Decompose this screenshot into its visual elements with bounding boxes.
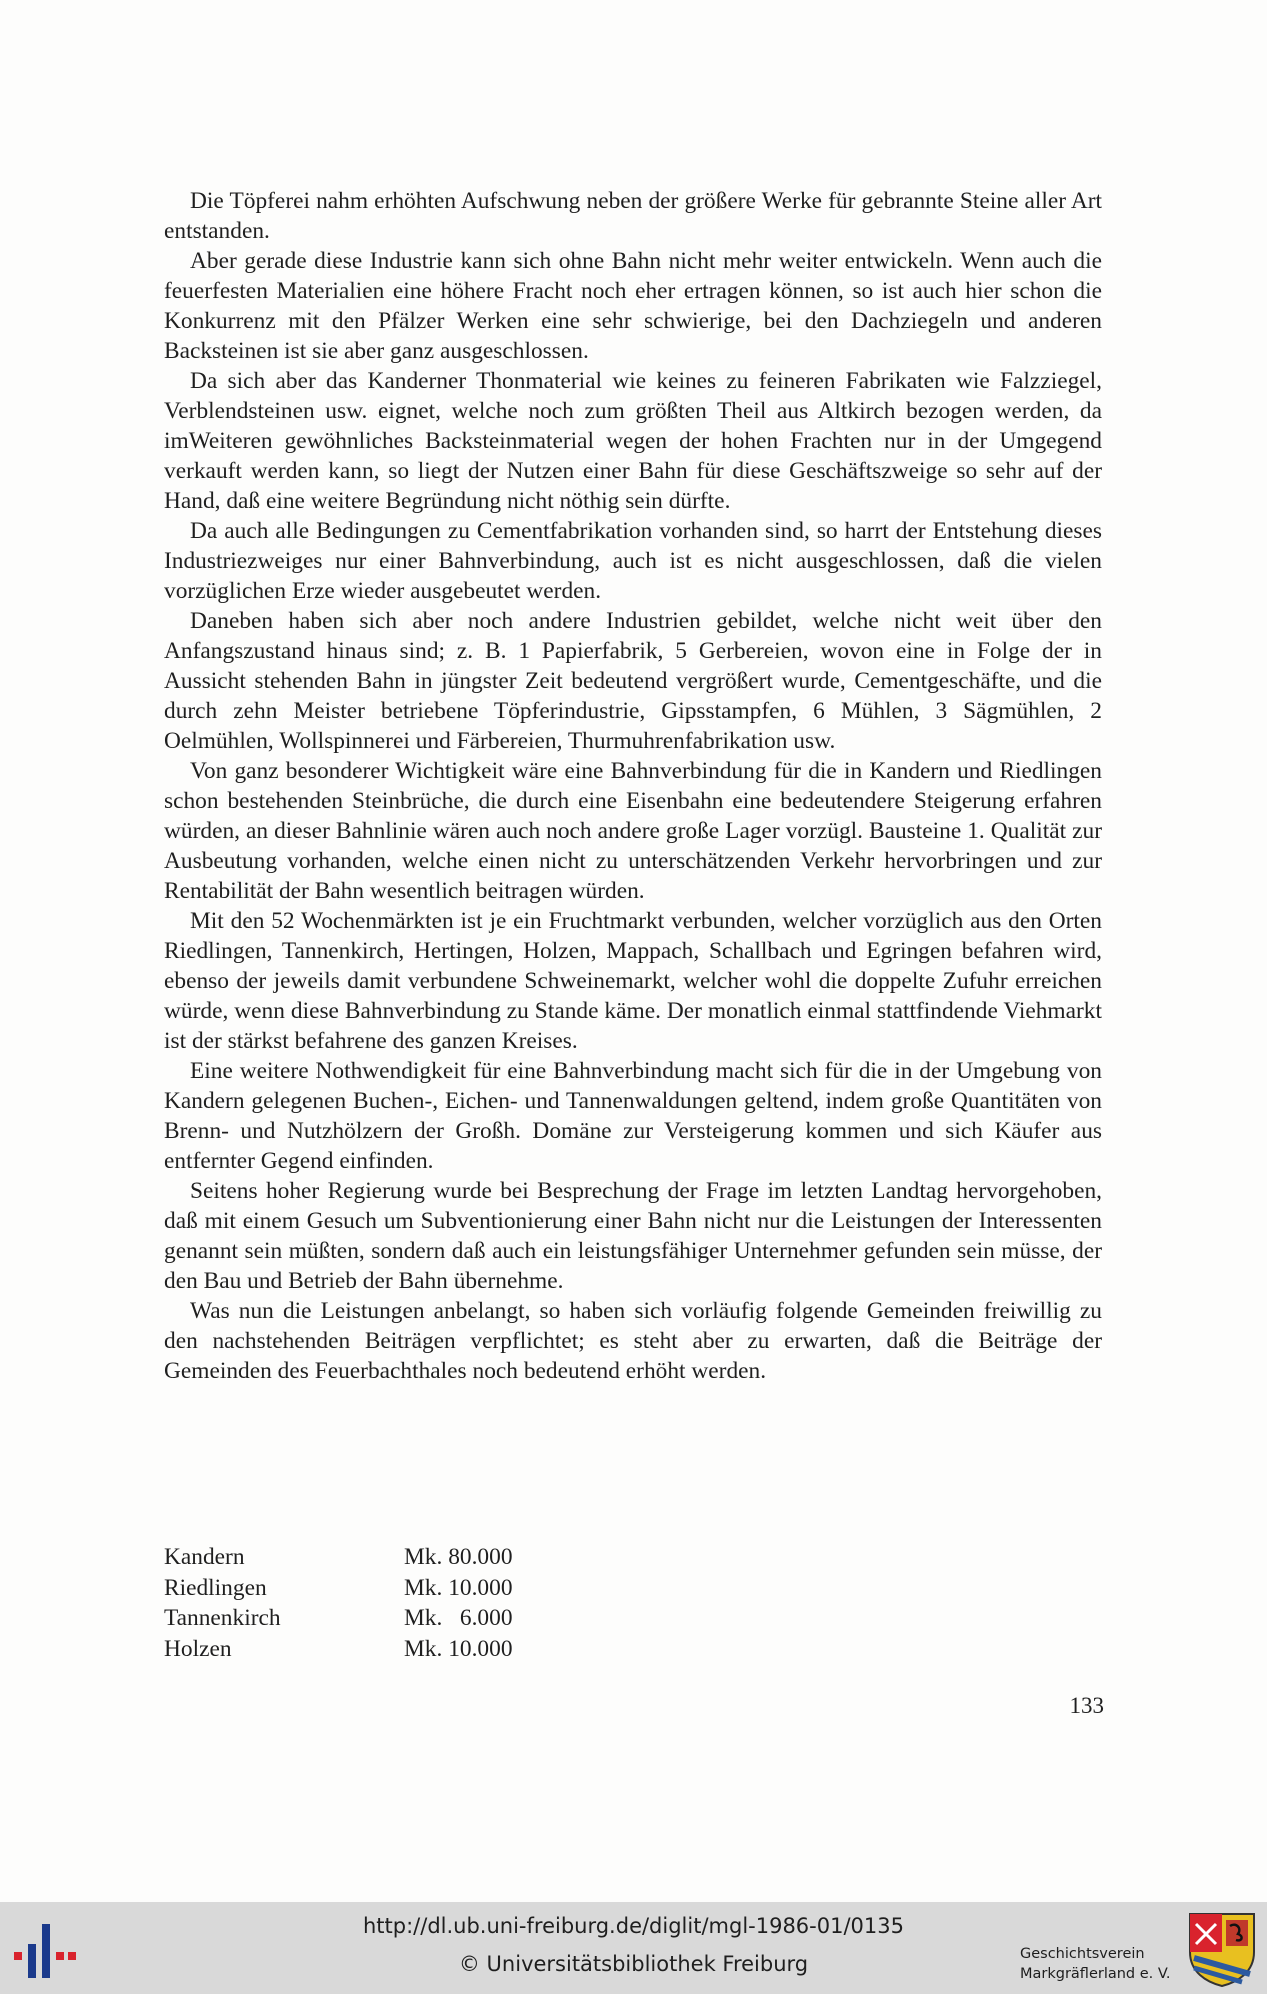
paragraph: Seitens hoher Regierung wurde bei Besprechung der Frage im letzten Landtag hervorgehoben, daß mit einem Gesuch um Subventionierung einer Bahn nicht nur die Leistungen der Interessenten genannt sein müßten, sondern daß auch ein leistungsfähiger Unternehmer gefunden sein müsse, der den Bau und Betrieb der Bahn übernehme. <box>164 1178 1102 1294</box>
table-row <box>164 1603 513 1634</box>
copyright-text: © Universitätsbibliothek Freiburg <box>458 1952 809 1976</box>
coat-of-arms-icon <box>1188 1912 1256 1988</box>
library-footer <box>0 1902 1267 1994</box>
place-name: Tannenkirch <box>164 1605 281 1631</box>
society-name-line: Markgräflerland e. V. <box>1020 1966 1171 1982</box>
table-row <box>164 1542 513 1573</box>
society-name <box>1020 1944 1171 1984</box>
paragraph: Aber gerade diese Industrie kann sich ohne Bahn nicht mehr weiter entwickeln. Wenn auch die feuerfesten Materialien eine höhere Fracht noch eher ertragen können, so ist auch hier schon die Konkurrenz mit den Pfälzer Werken eine sehr schwierige, bei den Dachziegeln und anderen Backsteinen ist sie aber ganz ausgeschlossen. <box>164 248 1102 364</box>
paragraph: Mit den 52 Wochenmärkten ist je ein Fruchtmarkt verbunden, welcher vorzüglich aus den Orten Riedlingen, Tannenkirch, Hertingen, Holzen, Mappach, Schallbach und Egringen befahren wird, ebenso der jeweils damit verbundene Schweinemarkt, welcher wohl die doppelte Zufuhr erreichen würde, wenn diese Bahnverbindung zu Stande käme. Der monatlich einmal stattfindende Viehmarkt ist der stärkst befahrene des ganzen Kreises. <box>164 908 1102 1054</box>
table-row <box>164 1634 513 1665</box>
contribution-amount: Mk. 6.000 <box>404 1605 513 1631</box>
paragraph: Von ganz besonderer Wichtigkeit wäre eine Bahnverbindung für die in Kandern und Riedlingen schon bestehenden Steinbrüche, die durch eine Eisenbahn eine bedeutendere Steigerung erfahren würden, an dieser Bahnlinie wären auch noch andere große Lager vorzügl. Bausteine 1. Qualität zur Ausbeutung vorhanden, welche einen nicht zu unterschätzenden Verkehr hervorbringen und zur Rentabilität der Bahn wesentlich beitragen würden. <box>164 758 1102 904</box>
paragraph: Was nun die Leistungen anbelangt, so haben sich vorläufig folgende Gemeinden freiwillig zu den nachstehenden Beiträgen verpflichtet; es steht aber zu erwarten, daß die Beiträge der Gemeinden des Feuerbachthales noch bedeutend erhöht werden. <box>164 1298 1102 1384</box>
paragraph: Daneben haben sich aber noch andere Industrien gebildet, welche nicht weit über den Anfangszustand hinaus sind; z. B. 1 Papierfabrik, 5 Gerbereien, wovon eine in Folge der in Aussicht stehenden Bahn in jüngster Zeit bedeutend vergrößert wurde, Cementgeschäfte, und die durch zehn Meister betriebene Töpferindustrie, Gipsstampfen, 6 Mühlen, 3 Sägmühlen, 2 Oelmühlen, Wollspinnerei und Färbereien, Thurmuhrenfabrikation usw. <box>164 608 1102 754</box>
place-name: Kandern <box>164 1544 245 1570</box>
table-row <box>164 1573 513 1604</box>
contributions-table <box>164 1542 513 1664</box>
contribution-amount: Mk. 80.000 <box>404 1544 513 1570</box>
body-text <box>164 186 1102 1386</box>
paragraph: Da sich aber das Kanderner Thonmaterial wie keines zu feineren Fabrikaten wie Falzziegel, Verblendsteinen usw. eignet, welche noch zum größten Theil aus Altkirch bezogen werden, da imWeiteren gewöhnliches Backsteinmaterial wegen der hohen Frachten nur in der Umgegend verkauft werden kann, so liegt der Nutzen einer Bahn für diese Geschäftszweige so sehr auf der Hand, daß eine weitere Begründung nicht nöthig sein dürfte. <box>164 368 1102 514</box>
paragraph: Da auch alle Bedingungen zu Cementfabrikation vorhanden sind, so harrt der Entstehung dieses Industriezweiges nur einer Bahnverbindung, auch ist es nicht ausgeschlossen, daß die vielen vorzüglichen Erze wieder ausgebeutet werden. <box>164 518 1102 604</box>
paragraph: Eine weitere Nothwendigkeit für eine Bahnverbindung macht sich für die in der Umgebung von Kandern gelegenen Buchen-, Eichen- und Tannenwaldungen geltend, indem große Quantitäten von Brenn- und Nutzhölzern der Großh. Domäne zur Versteigerung kommen und sich Käufer aus entfernter Gegend einfinden. <box>164 1058 1102 1174</box>
permalink-url[interactable]: http://dl.ub.uni-freiburg.de/diglit/mgl-1986-01/0135 <box>362 1914 904 1938</box>
society-name-line: Geschichtsverein <box>1020 1946 1145 1962</box>
place-name: Riedlingen <box>164 1574 267 1601</box>
paragraph: Die Töpferei nahm erhöhten Aufschwung neben der größere Werke für gebrannte Steine aller Art entstanden. <box>164 188 1102 244</box>
contribution-amount: Mk. 10.000 <box>404 1574 513 1601</box>
contribution-amount: Mk. 10.000 <box>404 1635 513 1662</box>
place-name: Holzen <box>164 1635 232 1662</box>
page-number: 133 <box>1069 1693 1104 1718</box>
